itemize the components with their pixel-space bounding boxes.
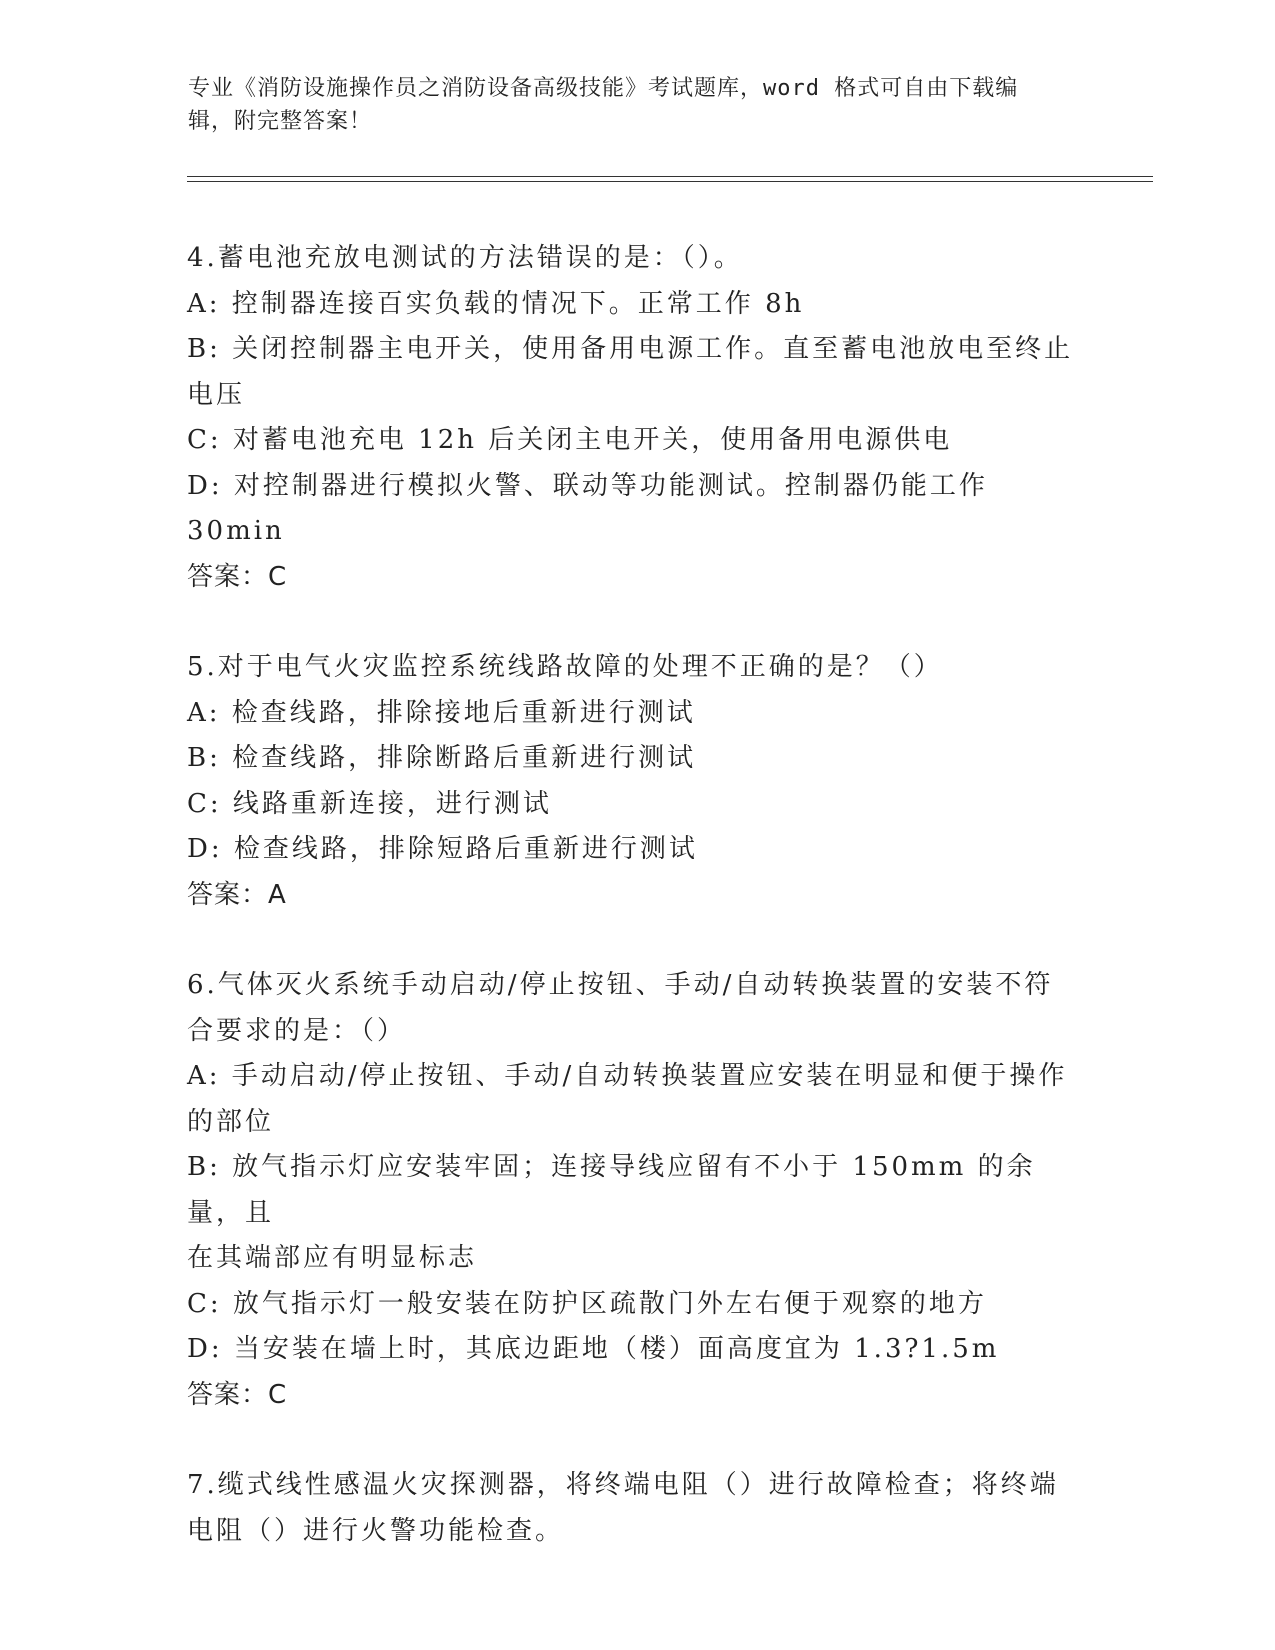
question-6-option-d: D: 当安装在墙上时，其底边距地（楼）面高度宜为 1.3?1.5m [187,1334,1000,1364]
question-4-option-b: B: 关闭控制器主电开关，使用备用电源工作。直至蓄电池放电至终止 [187,334,1074,364]
question-7 [187,1463,1087,1554]
header-line-2: 辑，附完整答案！ [188,109,373,134]
question-6-option-b-cont: 在其端部应有明显标志 [187,1243,478,1273]
header-divider-top [187,176,1153,177]
question-5 [187,645,1087,918]
question-4-option-c: C: 对蓄电池充电 12h 后关闭主电开关，使用备用电源供电 [187,425,953,455]
question-4-option-b-cont: 电压 [187,379,246,410]
question-6-option-a: A: 手动启动/停止按钮、手动/自动转换装置应安装在明显和便于操作 [187,1061,1068,1091]
question-6-option-a-cont: 的部位 [187,1106,275,1137]
question-5-option-c: C: 线路重新连接，进行测试 [187,788,552,819]
header-line-1: 专业《消防设施操作员之消防设备高级技能》考试题库，word 格式可自由下载编 [188,76,1019,101]
question-7-stem-cont: 电阻（）进行火警功能检查。 [187,1515,565,1546]
document-header [188,72,1068,138]
question-4-answer: 答案：C [187,561,288,592]
question-list [187,236,1087,1599]
question-5-option-d: D: 检查线路，排除短路后重新进行测试 [187,834,698,864]
question-6-stem-cont: 合要求的是：（） [187,1015,407,1046]
question-6-option-c: C: 放气指示灯一般安装在防护区疏散门外左右便于观察的地方 [187,1288,987,1319]
question-4-stem: 4.蓄电池充放电测试的方法错误的是：（）。 [187,243,743,273]
question-6 [187,963,1087,1418]
question-4-option-a: A: 控制器连接百实负载的情况下。正常工作 8h [187,288,805,319]
header-divider-bottom [187,181,1153,182]
question-5-option-b: B: 检查线路，排除断路后重新进行测试 [187,743,697,773]
question-6-answer: 答案：C [187,1379,288,1410]
question-5-option-a: A: 检查线路，排除接地后重新进行测试 [187,697,696,728]
question-4-option-d: D: 对控制器进行模拟火警、联动等功能测试。控制器仍能工作 30min [187,470,988,546]
question-6-stem: 6.气体灭火系统手动启动/停止按钮、手动/自动转换装置的安装不符 [187,970,1054,1000]
question-5-answer: 答案：A [187,879,287,910]
question-6-option-b: B: 放气指示灯应安装牢固；连接导线应留有不小于 150mm 的余量，且 [187,1152,1036,1228]
question-5-stem: 5.对于电气火灾监控系统线路故障的处理不正确的是？（） [187,652,943,682]
question-7-stem: 7.缆式线性感温火灾探测器，将终端电阻（）进行故障检查；将终端 [187,1470,1059,1500]
question-4 [187,236,1087,600]
